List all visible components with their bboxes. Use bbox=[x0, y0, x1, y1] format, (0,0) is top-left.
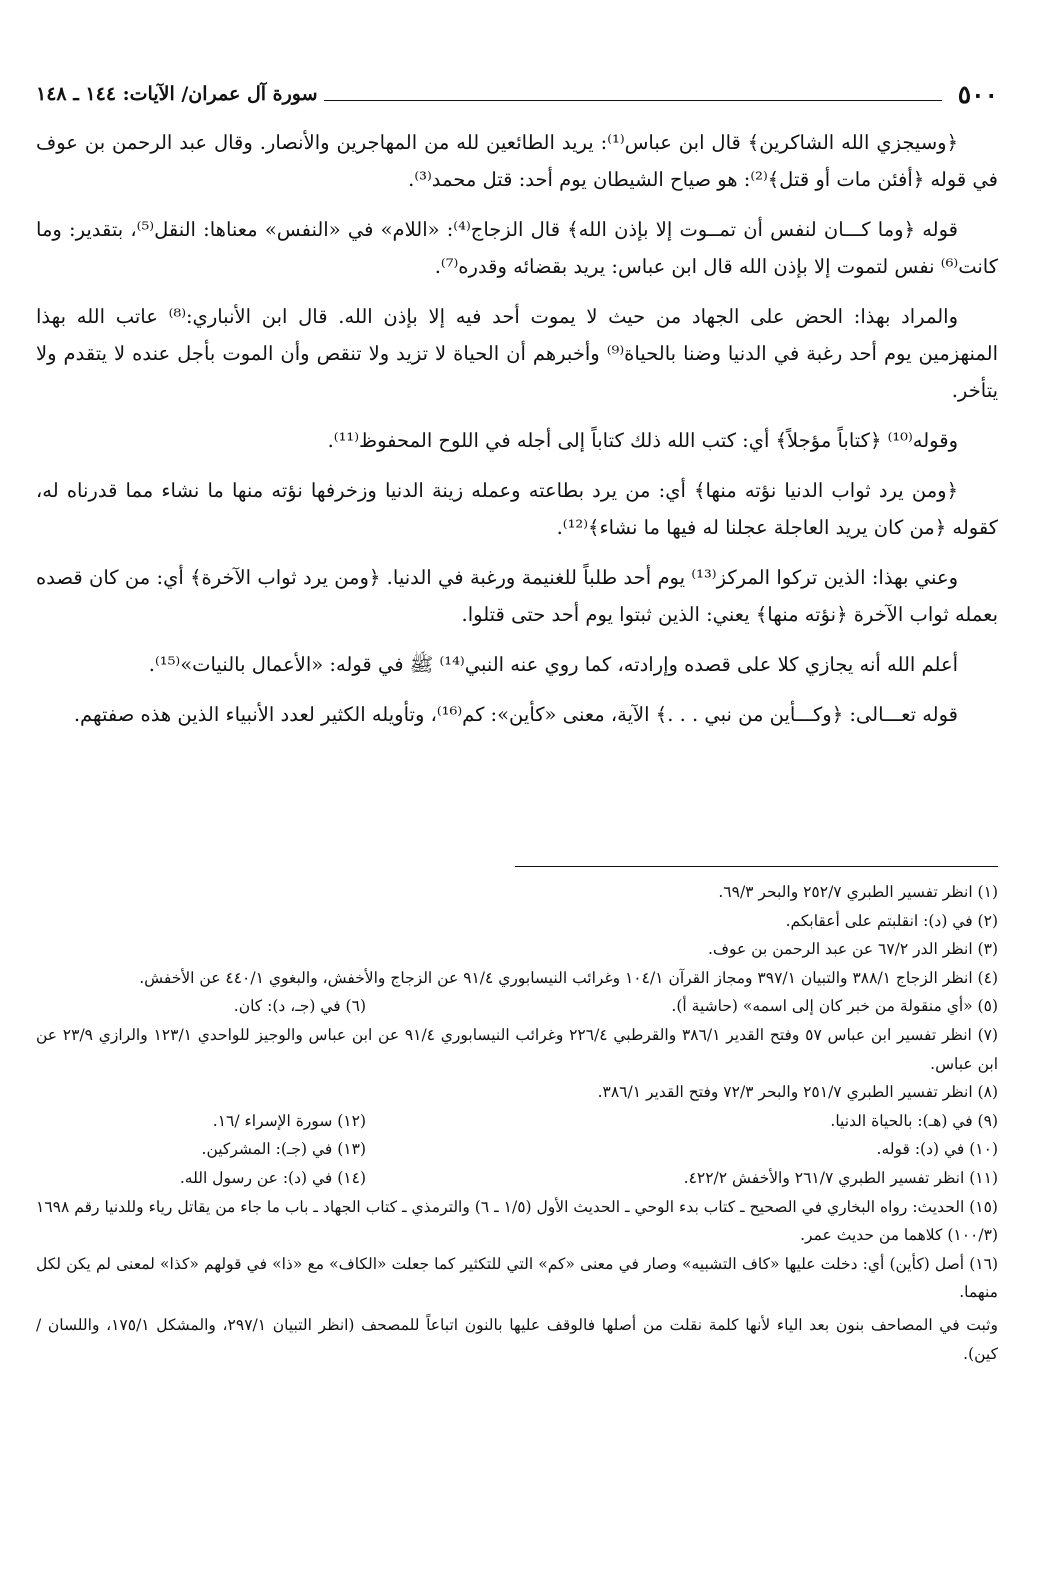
footnote: (٧) انظر تفسير ابن عباس ٥٧ وفتح القدير ٣٨٦/١ والقرطبي ٢٢٦/٤ وغرائب النيسابوري ٩١/٤ عن ابن عباس والوجيز للواحدي ١٢٣/١ والرازي ٢٣/٩ عن ابن عباس. bbox=[36, 1025, 999, 1073]
footnote-row bbox=[36, 1135, 998, 1164]
paragraph: وقوله⁽¹⁰⁾ ﴿كتاباً مؤجلاً﴾ أي: كتب الله ذلك كتاباً إلى أجله في اللوح المحفوظ⁽¹¹⁾. bbox=[327, 429, 958, 452]
paragraph: ﴿وسيجزي الله الشاكرين﴾ قال ابن عباس⁽¹⁾: يريد الطائعين لله من المهاجرين والأنصار. وقال عبد الرحمن بن عوف في قوله ﴿أفئن مات أو قتل﴾⁽²⁾: هو صياح الشيطان يوم أحد: قتل محمد⁽³⁾. bbox=[36, 131, 998, 191]
footnote: (٨) انظر تفسير الطبري ٢٥١/٧ والبحر ٧٢/٣ وفتح القدير ٣٨٦/١. bbox=[597, 1083, 998, 1102]
paragraph: قوله تعـــالى: ﴿وكـــأين من نبي . . .﴾ الآية، معنى «كأين»: كم⁽¹⁶⁾، وتأويله الكثير لعدد الأنبياء الذين هذه صفتهم. bbox=[73, 703, 958, 726]
footnote: (٥) «أي منقولة من خبر كان إلى اسمه» (حاشية أ). bbox=[671, 997, 998, 1016]
footnote: (٣) انظر الدر ٦٧/٢ عن عبد الرحمن بن عوف. bbox=[708, 940, 998, 959]
footnote: (٩) في (هـ): بالحياة الدنيا. bbox=[830, 1111, 998, 1130]
footnote: (١٢) سورة الإسراء /١٦. bbox=[212, 1111, 366, 1130]
footnote: (١٥) الحديث: رواه البخاري في الصحيح ـ كتاب بدء الوحي ـ الحديث الأول (١/٥ ـ ٦) والترمذي ـ كتاب الجهاد ـ باب ما جاء من يقاتل رياء وللدنيا رقم ١٦٩٨ (١٠٠/٣) كلاهما من حديث عمر. bbox=[36, 1197, 998, 1245]
footnote: (١٤) في (د): عن رسول الله. bbox=[179, 1168, 366, 1187]
footnotes bbox=[36, 878, 998, 1368]
footnote-row bbox=[36, 992, 998, 1021]
paragraph: ﴿ومن يرد ثواب الدنيا نؤته منها﴾ أي: من يرد بطاعته وعمله زينة الدنيا وزخرفها نؤته منها ما نشاء مما قدرناه له، كقوله ﴿من كان يريد العاجلة عجلنا له فيها ما نشاء﴾⁽¹²⁾. bbox=[36, 479, 998, 539]
paragraph: وعني بهذا: الذين تركوا المركز⁽¹³⁾ يوم أحد طلباً للغنيمة ورغبة في الدنيا. ﴿ومن يرد ثواب الآخرة﴾ أي: من كان قصده بعمله ثواب الآخرة ﴿نؤته منها﴾ يعني: الذين ثبتوا يوم أحد حتى قتلوا. bbox=[36, 566, 998, 626]
footnote: (١) انظر تفسير الطبري ٢٥٢/٧ والبحر ٦٩/٣. bbox=[718, 883, 998, 901]
page-number: ٥٠٠ bbox=[957, 79, 998, 109]
page-header bbox=[36, 74, 998, 114]
footnote: (١٦) أصل (كأين) أي: دخلت عليها «كاف التشبيه» وصار في معنى «كم» التي للتكثير كما جعلت «الكاف» مع «ذا» في قولهم «كذا» لمعنى لم يكن لكل منهما. bbox=[36, 1254, 998, 1302]
paragraph: والمراد بهذا: الحض على الجهاد من حيث لا يموت أحد فيه إلا بإذن الله. قال ابن الأنباري:⁽⁸⁾ عاتب الله بهذا المنهزمين يوم أحد رغبة في الدنيا وضنا بالحياة⁽⁹⁾ وأخبرهم أن الحياة لا تزيد ولا تنقص وأن الموت بأجل عنده لا يتقدم ولا يتأخر. bbox=[36, 305, 998, 402]
footnote-continuation: وثبت في المصاحف بنون بعد الياء لأنها كلمة نقلت من أصلها فالوقف عليها بالنون اتباعاً للمصحف (انظر التبيان ٢٩٧/١، والمشكل ١٧٥/١، واللسان / كين). bbox=[36, 1315, 998, 1363]
footnote: (١٠) في (د): قوله. bbox=[876, 1140, 998, 1159]
footnote: (٦) في (جـ، د): كان. bbox=[233, 997, 366, 1016]
footnote-separator bbox=[515, 866, 998, 867]
footnote: (١٣) في (جـ): المشركين. bbox=[201, 1140, 366, 1159]
paragraph: أعلم الله أنه يجازي كلا على قصده وإرادته، كما روي عنه النبي⁽¹⁴⁾ ﷺ في قوله: «الأعمال بالنيات»⁽¹⁵⁾. bbox=[148, 653, 958, 676]
header-rule bbox=[324, 100, 942, 101]
running-title: سورة آل عمران/ الآيات: ١٤٤ ـ ١٤٨ bbox=[36, 83, 318, 105]
footnote: (١١) انظر تفسير الطبري ٢٦١/٧ والأخفش ٤٢٢/٢. bbox=[683, 1168, 998, 1187]
footnote: (٢) في (د): انقلبتم على أعقابكم. bbox=[785, 911, 998, 930]
main-text bbox=[36, 124, 998, 746]
footnote-row bbox=[36, 1107, 998, 1136]
footnote: (٤) انظر الزجاج ٣٨٨/١ والتبيان ٣٩٧/١ ومجاز القرآن ١٠٤/١ وغرائب النيسابوري ٩١/٤ عن الزجاج والأخفش، والبغوي ٤٤٠/١ عن الأخفش. bbox=[139, 968, 998, 987]
paragraph: قوله ﴿وما كـــان لنفس أن تمــوت إلا بإذن الله﴾ قال الزجاج⁽⁴⁾: «اللام» في «النفس» معناها: النقل⁽⁵⁾، بتقدير: وما كانت⁽⁶⁾ نفس لتموت إلا بإذن الله قال ابن عباس: يريد بقضائه وقدره⁽⁷⁾. bbox=[36, 218, 998, 278]
footnote-row bbox=[36, 1164, 998, 1193]
